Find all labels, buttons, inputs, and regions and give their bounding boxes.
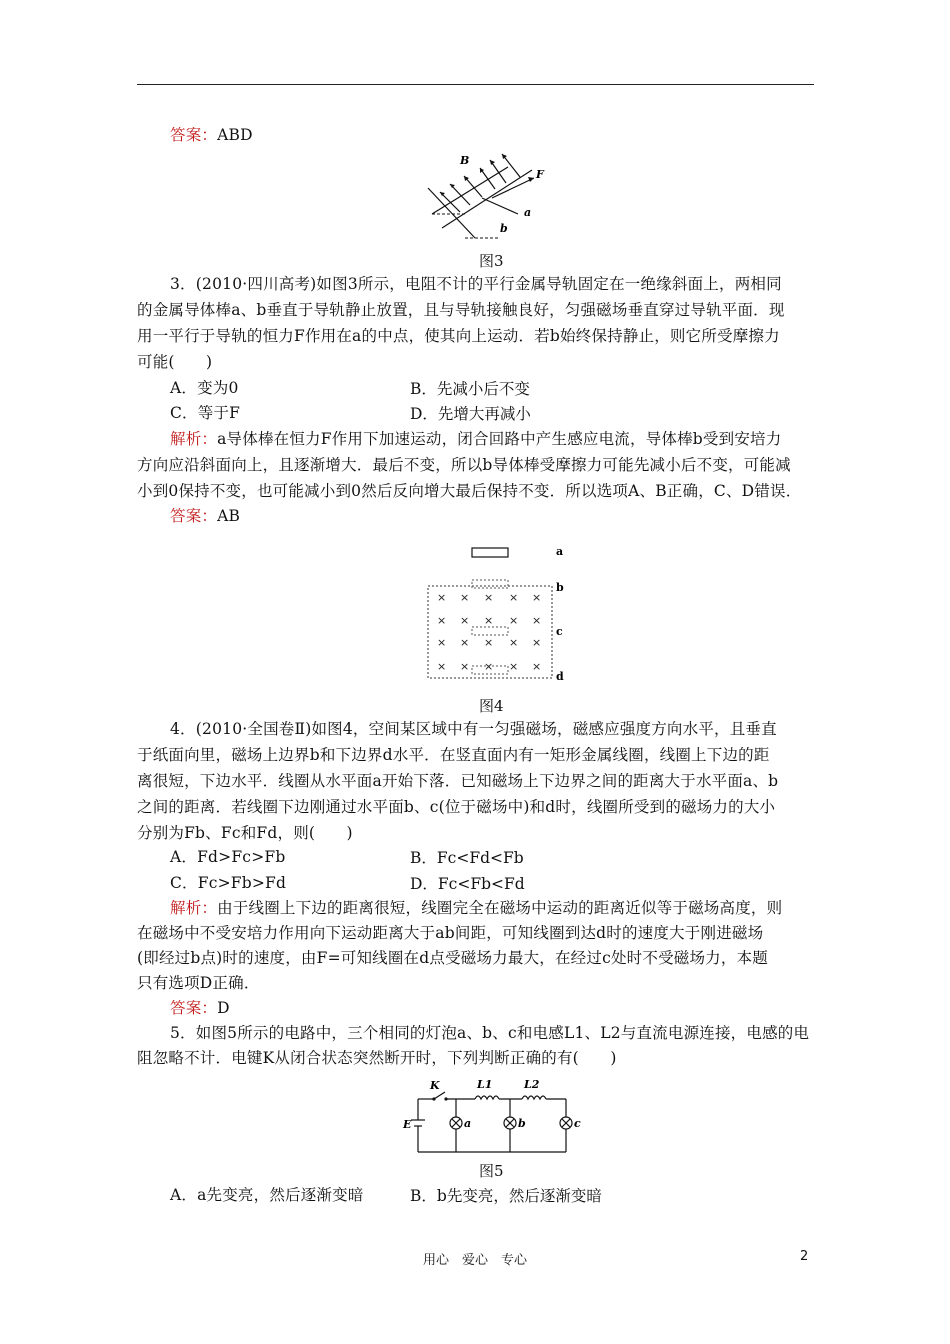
fig4-label-d: d (556, 670, 564, 683)
q5-line-1: 5．如图5所示的电路中，三个相同的灯泡a、b、c和电感L1、L2与直流电源连接，电感的电 (170, 1024, 810, 1042)
q4-analysis-line-1: 解析：由于线圈上下边的距离很短，线圈完全在磁场中运动的距离近似等于磁场高度，则 (170, 899, 783, 917)
fig3-label-F: F (536, 168, 544, 181)
q4-analysis-line-4: 只有选项D正确． (137, 974, 260, 992)
q4-line-1: 4．(2010·全国卷Ⅱ)如图4，空间某区域中有一匀强磁场，磁感应强度方向水平，且垂直 (170, 720, 777, 738)
q3-answer: 答案：AB (170, 507, 241, 525)
fig4-cross: × (460, 636, 470, 649)
fig4-cross: × (532, 591, 542, 604)
fig3-caption: 图3 (479, 252, 504, 270)
fig4-cross: × (532, 660, 542, 673)
q3-line-1: 3．(2010·四川高考)如图3所示，电阻不计的平行金属导轨固定在一绝缘斜面上，两相同 (170, 275, 782, 293)
q4-analysis-line-2: 在磁场中不受安培力作用向下运动距离大于ab间距，可知线圈到达d时的速度大于刚进磁场 (137, 924, 764, 942)
footer-motto: 用心 爱心 专心 (422, 1253, 527, 1268)
fig5-label-a: a (464, 1117, 472, 1130)
fig4-cross: × (460, 591, 470, 604)
q3-analysis-line-1: 解析：a导体棒在恒力F作用下加速运动，闭合回路中产生感应电流，导体棒b受到安培力 (170, 430, 782, 448)
fig4-cross: × (437, 636, 447, 649)
fig4-cross: × (509, 591, 519, 604)
q4-option-b: B．Fc<Fd<Fb (410, 849, 524, 867)
fig4-cross: × (460, 660, 470, 673)
header-rule (137, 84, 814, 85)
fig4-cross: × (532, 614, 542, 627)
q4-analysis-line-3: (即经过b点)时的速度，由F=可知线圈在d点受磁场力最大，在经过c处时不受磁场力，本题 (137, 949, 768, 967)
fig5-label-l1: L1 (477, 1078, 493, 1091)
fig5-label-e: E (403, 1118, 412, 1131)
fig3-label-a: a (524, 206, 532, 219)
q4-line-2: 于纸面向里，磁场上边界b和下边界d水平．在竖直面内有一矩形金属线圈，线圈上下边的距 (137, 746, 770, 764)
fig4-cross: × (532, 636, 542, 649)
q4-line-5: 分别为Fb、Fc和Fd，则( ) (137, 824, 353, 842)
fig3-label-B: B (460, 154, 470, 167)
q3-line-4: 可能( ) (137, 353, 213, 371)
q3-option-a: A．变为0 (170, 379, 239, 397)
q5-option-b: B．b先变亮，然后逐渐变暗 (410, 1187, 602, 1205)
figure-4 (420, 540, 580, 690)
q4-option-d: D．Fc<Fb<Fd (410, 875, 525, 893)
fig5-label-l2: L2 (524, 1078, 540, 1091)
figure-3 (420, 150, 560, 242)
fig4-cross: × (437, 591, 447, 604)
q3-option-c: C．等于F (170, 404, 241, 422)
fig5-label-b: b (518, 1117, 526, 1130)
fig4-cross: × (484, 591, 494, 604)
fig4-label-a: a (556, 545, 564, 558)
q3-line-2: 的金属导体棒a、b垂直于导轨静止放置，且与导轨接触良好，匀强磁场垂直穿过导轨平面．现 (137, 301, 785, 319)
fig5-label-c: c (574, 1117, 581, 1130)
fig4-cross: × (484, 614, 494, 627)
figure-5 (400, 1075, 590, 1157)
fig4-caption: 图4 (479, 697, 504, 715)
q3-option-b: B．先减小后不变 (410, 380, 530, 398)
q3-line-3: 用一平行于导轨的恒力F作用在a的中点，使其向上运动．若b始终保持静止，则它所受摩擦力 (137, 327, 780, 345)
q4-line-4: 之间的距离．若线圈下边刚通过水平面b、c(位于磁场中)和d时，线圈所受到的磁场力的大小 (137, 798, 776, 816)
fig3-label-b: b (500, 222, 508, 235)
q3-option-d: D．先增大再减小 (410, 405, 531, 423)
q4-option-c: C．Fc>Fb>Fd (170, 874, 287, 892)
q3-analysis-line-3: 小到0保持不变，也可能减小到0然后反向增大最后保持不变．所以选项A、B正确，C、D错误． (137, 482, 802, 500)
q4-answer: 答案：D (170, 999, 230, 1017)
fig4-cross: × (509, 636, 519, 649)
fig4-cross: × (484, 660, 494, 673)
fig5-caption: 图5 (479, 1162, 504, 1180)
fig4-cross: × (437, 614, 447, 627)
fig4-label-c: c (556, 625, 563, 638)
answer-prev: 答案：ABD (170, 126, 253, 144)
q3-analysis-line-2: 方向应沿斜面向上，且逐渐增大．最后不变，所以b导体棒受摩擦力可能先减小后不变，可能减 (137, 456, 791, 474)
q5-line-2: 阻忽略不计．电键K从闭合状态突然断开时，下列判断正确的有( ) (137, 1049, 617, 1067)
fig4-cross: × (484, 636, 494, 649)
fig4-label-b: b (556, 581, 564, 594)
q4-line-3: 离很短，下边水平．线圈从水平面a开始下落．已知磁场上下边界之间的距离大于水平面a、b (137, 772, 779, 790)
fig4-cross: × (460, 614, 470, 627)
fig4-cross: × (509, 614, 519, 627)
fig5-label-k: K (430, 1079, 440, 1092)
fig4-cross: × (437, 660, 447, 673)
fig4-cross: × (509, 660, 519, 673)
q4-option-a: A．Fd>Fc>Fb (170, 848, 286, 866)
page-number: 2 (800, 1249, 809, 1264)
q5-option-a: A．a先变亮，然后逐渐变暗 (170, 1186, 364, 1204)
